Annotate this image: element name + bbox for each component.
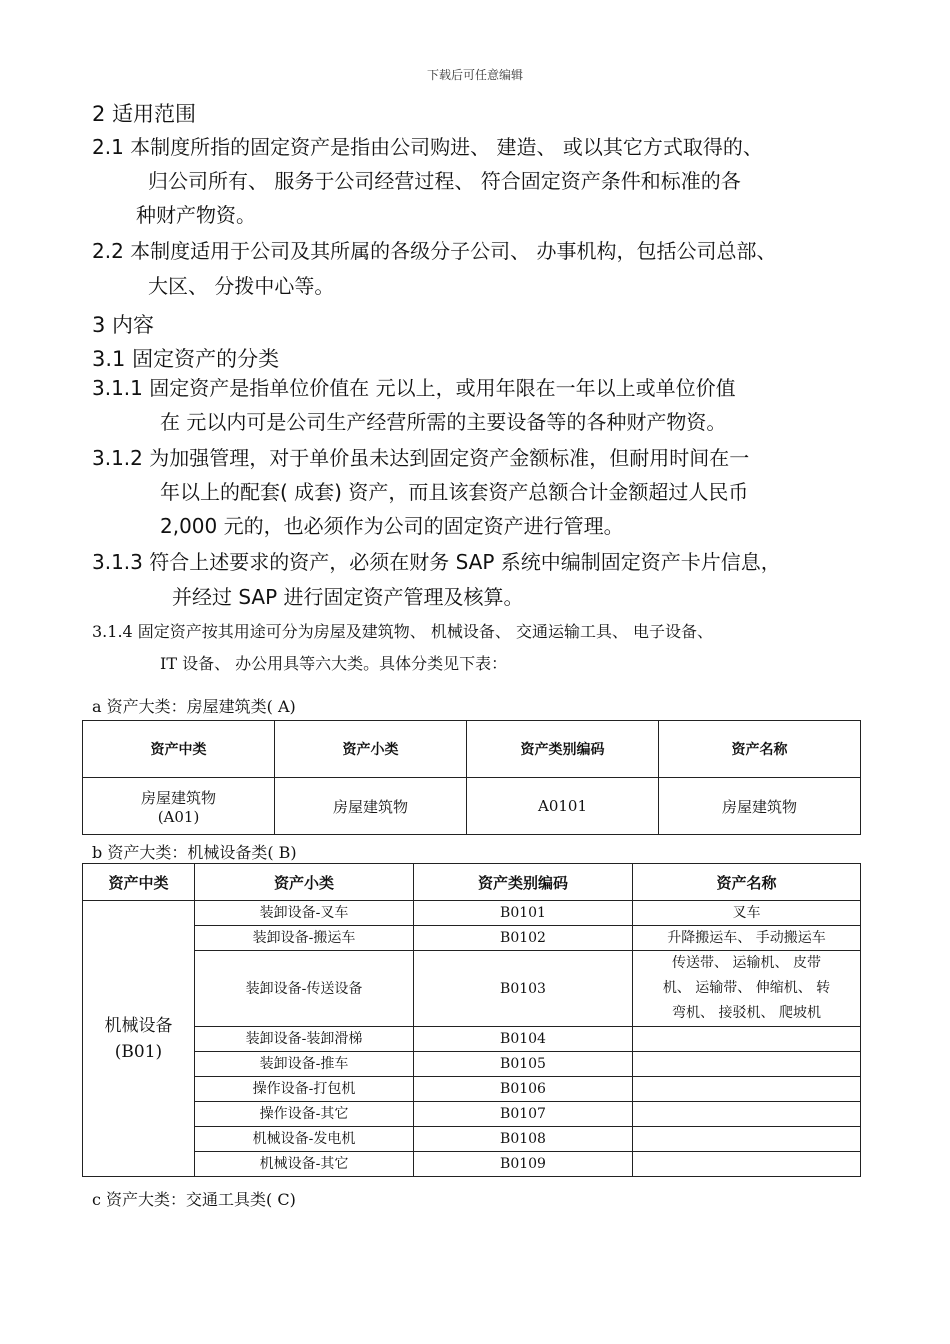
paragraph-3-1-3-line1: 3.1.3 符合上述要求的资产，必须在财务 SAP 系统中编制固定资产卡片信息， xyxy=(92,550,781,574)
table-b-cell: B0105 xyxy=(414,1052,633,1077)
table-a-cell: 房屋建筑物 xyxy=(659,778,861,835)
table-b-name-line: 机、 运输带、 伸缩机、 转 xyxy=(662,980,831,996)
paragraph-2-1-line1: 2.1 本制度所指的固定资产是指由公司购进、 建造、 或以其它方式取得的、 xyxy=(92,135,763,159)
section-3-title: 3 内容 xyxy=(92,313,155,337)
table-a-header-cell: 资产中类 xyxy=(83,721,275,778)
table-a-header-cell: 资产类别编码 xyxy=(467,721,659,778)
table-b-cell: B0104 xyxy=(414,1027,633,1052)
table-b-cell: 装卸设备-装卸滑梯 xyxy=(195,1027,414,1052)
table-b-cell xyxy=(633,1052,861,1077)
paragraph-2-1-line3: 种财产物资。 xyxy=(136,203,256,227)
paragraph-2-1-line2: 归公司所有、 服务于公司经营过程、 符合固定资产条件和标准的各 xyxy=(148,169,741,193)
table-b-header-cell: 资产中类 xyxy=(83,864,195,901)
table-a-header-cell: 资产名称 xyxy=(659,721,861,778)
table-b-cell xyxy=(633,1127,861,1152)
table-c-caption: c 资产大类：交通工具类( C) xyxy=(92,1190,296,1209)
paragraph-3-1-1-line2: 在 元以内可是公司生产经营所需的主要设备等的各种财产物资。 xyxy=(160,410,727,434)
table-b-name-line: 传送带、 运输机、 皮带 xyxy=(672,955,821,971)
table-b-cell xyxy=(633,1152,861,1177)
table-b-name-line: 弯机、 接驳机、 爬坡机 xyxy=(672,1005,821,1021)
table-a-cell: A0101 xyxy=(467,778,659,835)
table-b-group-cell xyxy=(83,901,195,1177)
table-b-cell: B0103 xyxy=(414,951,633,1027)
table-b-cell: 机械设备-发电机 xyxy=(195,1127,414,1152)
table-a-group-name: 房屋建筑物 xyxy=(140,788,216,807)
table-b-cell: 叉车 xyxy=(633,901,861,926)
section-3-1-title: 3.1 固定资产的分类 xyxy=(92,347,280,371)
paragraph-3-1-2-line3: 2,000 元的，也必须作为公司的固定资产进行管理。 xyxy=(160,514,624,538)
paragraph-3-1-2-line1: 3.1.2 为加强管理，对于单价虽未达到固定资产金额标准，但耐用时间在一 xyxy=(92,446,750,470)
table-b-cell: B0102 xyxy=(414,926,633,951)
table-b xyxy=(82,863,861,1177)
table-a-cell xyxy=(83,778,275,835)
paragraph-3-1-2-line2: 年以上的配套( 成套) 资产，而且该套资产总额合计金额超过人民币 xyxy=(160,480,749,504)
table-b-caption: b 资产大类：机械设备类( B) xyxy=(92,843,297,862)
table-b-header-cell: 资产名称 xyxy=(633,864,861,901)
table-b-header-cell: 资产类别编码 xyxy=(414,864,633,901)
table-b-cell xyxy=(633,1077,861,1102)
table-a-group-code: (A01) xyxy=(157,807,200,826)
paragraph-2-2-line2: 大区、 分拨中心等。 xyxy=(148,274,335,298)
paragraph-3-1-1-line1: 3.1.1 固定资产是指单位价值在 元以上，或用年限在一年以上或单位价值 xyxy=(92,376,736,400)
paragraph-2-2-line1: 2.2 本制度适用于公司及其所属的各级分子公司、 办事机构，包括公司总部、 xyxy=(92,239,777,263)
paragraph-3-1-4-line1: 3.1.4 固定资产按其用途可分为房屋及建筑物、 机械设备、 交通运输工具、 电子设备、 xyxy=(92,622,714,641)
table-b-cell: 升降搬运车、 手动搬运车 xyxy=(633,926,861,951)
table-b-group-name: 机械设备 xyxy=(104,1015,173,1036)
paragraph-3-1-3-line2: 并经过 SAP 进行固定资产管理及核算。 xyxy=(172,585,524,609)
table-b-cell: 装卸设备-搬运车 xyxy=(195,926,414,951)
section-2-title: 2 适用范围 xyxy=(92,102,197,126)
table-b-cell xyxy=(633,1027,861,1052)
table-a-header-cell: 资产小类 xyxy=(275,721,467,778)
table-b-group-code: (B01) xyxy=(114,1041,163,1062)
table-b-cell: 装卸设备-推车 xyxy=(195,1052,414,1077)
table-b-cell: 机械设备-其它 xyxy=(195,1152,414,1177)
table-b-cell: 操作设备-其它 xyxy=(195,1102,414,1127)
table-a xyxy=(82,720,861,835)
table-b-cell: B0108 xyxy=(414,1127,633,1152)
table-b-cell: B0106 xyxy=(414,1077,633,1102)
table-b-cell: 装卸设备-传送设备 xyxy=(195,951,414,1027)
table-b-header-cell: 资产小类 xyxy=(195,864,414,901)
table-b-cell: B0101 xyxy=(414,901,633,926)
table-a-cell: 房屋建筑物 xyxy=(275,778,467,835)
table-b-cell xyxy=(633,951,861,1027)
table-b-cell: 操作设备-打包机 xyxy=(195,1077,414,1102)
table-b-cell: 装卸设备-叉车 xyxy=(195,901,414,926)
table-a-caption: a 资产大类：房屋建筑类( A) xyxy=(92,697,296,716)
page-header: 下载后可任意编辑 xyxy=(426,68,523,82)
table-b-cell: B0107 xyxy=(414,1102,633,1127)
table-b-cell xyxy=(633,1102,861,1127)
table-b-cell: B0109 xyxy=(414,1152,633,1177)
paragraph-3-1-4-line2: IT 设备、 办公用具等六大类。具体分类见下表： xyxy=(160,654,508,673)
